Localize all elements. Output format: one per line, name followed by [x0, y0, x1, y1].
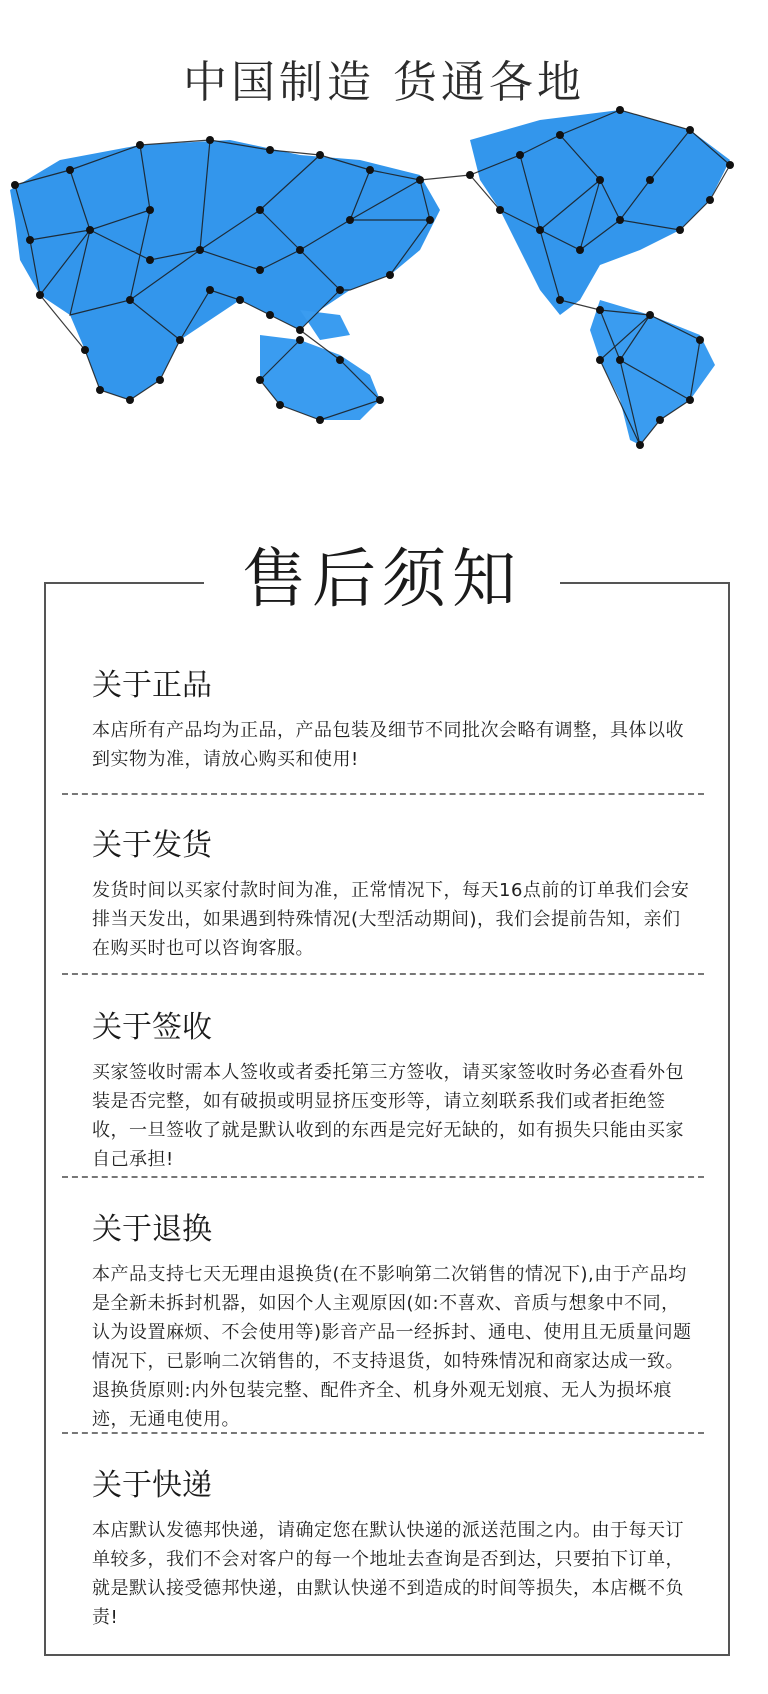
section-heading: 关于退换: [92, 1212, 212, 1247]
continent-south-america: [590, 300, 715, 445]
dashed-divider: [62, 1176, 704, 1178]
world-network-map: [0, 100, 768, 500]
section-authentic: [92, 666, 692, 774]
notice-title: 售后须知: [242, 543, 522, 617]
section-returns: [92, 1210, 692, 1434]
section-text: 买家签收时需本人签收或者委托第三方签收，请买家签收时务必查看外包装是否完整，如有破损或明显挤压变形等，请立刻联系我们或者拒绝签收，一旦签收了就是默认收到的东西是完好无缺的，如有损失只能由买家自己承担!: [92, 1062, 684, 1170]
section-courier: [92, 1466, 692, 1632]
section-text: 本产品支持七天无理由退换货(在不影响第二次销售的情况下),由于产品均是全新未拆封机器，如因个人主观原因(如:不喜欢、音质与想象中不同，认为设置麻烦、不会使用等)影音产品一经拆封、通电、使用且无质量问题情况下，已影响二次销售的，不支持退货，如特殊情况和商家达成一致。退换货原则:内外包装完整、配件齐全、机身外观无划痕、无人为损坏痕迹，无通电使用。: [92, 1264, 692, 1430]
section-receipt: [92, 1008, 692, 1174]
hero-title: 中国制造 货通各地: [183, 57, 585, 108]
section-text: 发货时间以买家付款时间为准，正常情况下，每天16点前的订单我们会安排当天发出，如果遇到特殊情况(大型活动期间)，我们会提前告知，亲们在购买时也可以咨询客服。: [92, 880, 690, 959]
section-shipping: [92, 826, 692, 963]
section-heading: 关于快递: [92, 1468, 212, 1503]
continent-eurasia: [10, 140, 440, 400]
dashed-divider: [62, 973, 704, 975]
section-heading: 关于发货: [92, 828, 212, 863]
section-heading: 关于签收: [92, 1010, 212, 1045]
dashed-divider: [62, 1432, 704, 1434]
section-heading: 关于正品: [92, 668, 212, 703]
continent-north-america: [470, 110, 730, 315]
dashed-divider: [62, 793, 704, 795]
section-text: 本店所有产品均为正品，产品包装及细节不同批次会略有调整，具体以收到实物为准，请放心购买和使用!: [92, 720, 684, 770]
section-text: 本店默认发德邦快递，请确定您在默认快递的派送范围之内。由于每天订单较多，我们不会对客户的每一个地址去查询是否到达，只要拍下订单，就是默认接受德邦快递，由默认快递不到造成的时间等损失，本店概不负责!: [92, 1520, 684, 1628]
